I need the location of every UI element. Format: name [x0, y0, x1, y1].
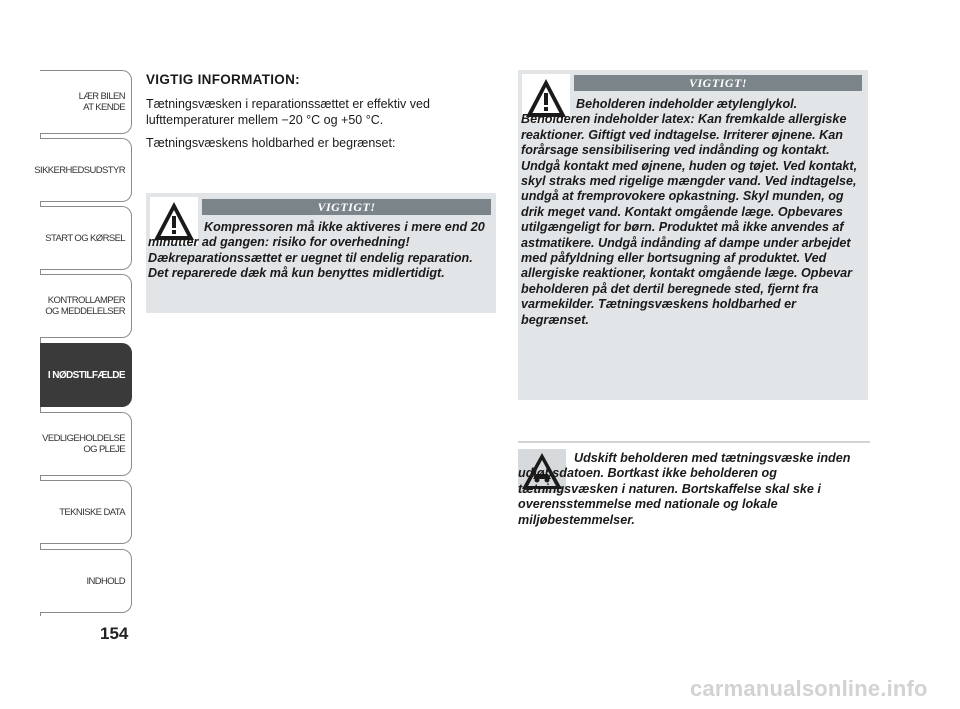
watermark: carmanualsonline.info [690, 676, 928, 701]
tab-kontrollamper[interactable] [40, 274, 132, 338]
tab-tekniske-data[interactable] [40, 480, 132, 544]
tab-label: I NØDSTILFÆLDE [47, 369, 125, 381]
temperature-paragraph: Tætningsvæsken i reparationssættet er effektiv ved lufttemperaturer mellem −20 °C og +50 °C. [146, 97, 430, 127]
warning-text: Kompressoren må ikke aktiveres i mere end 20 minutter ad gangen: risiko for overhedning! Dækreparationssættet er uegnet til endelig reparation. Det reparerede dæk må kun benyttes midlertidigt. [148, 220, 485, 281]
shelf-life-paragraph: Tætningsvæskens holdbarhed er begrænset: [146, 136, 396, 150]
tab-label: TEKNISKE DATA [59, 506, 125, 518]
tab-indhold[interactable] [40, 549, 132, 613]
environment-note-text: Udskift beholderen med tætningsvæske inden udløbsdatoen. Bortkast ikke beholderen og tætningsvæsken i naturen. Bortskaffelse skal ske i overensstemmelse med nationale og lokale miljøbestemmelser. [518, 451, 851, 527]
tab-label: START OG KØRSEL [45, 232, 125, 244]
tab-label: INDHOLD [86, 575, 125, 587]
warning-text: Beholderen indeholder ætylenglykol. Beholderen indeholder latex: Kan fremkalde allergiske reaktioner. Giftigt ved indtagelse. Irriterer øjnene. Kan forårsage sensibilisering ved indånding og kontakt. Undgå kontakt med øjnene, huden og tøjet. Ved kontakt, skyl straks med rigelige mængder vand. Ved indtagelse, undgå at fremprovokere opkastning. Skyl munden, og drik meget vand. Kontakt omgående læge. Opbevares utilgængeligt for børn. Produktet må ikke anvendes af astmatikere. Undgå indånding af dampe under arbejdet med påfyldning eller bortsugning af produktet. Ved allergiske reaktioner, kontakt omgående læge. Opbevar beholderen på det dertil beregnede sted, fjernt fra varmekilder. Tætningsvæskens holdbarhed er begrænset. [521, 97, 858, 327]
warning-box-compressor [146, 193, 496, 313]
tab-label: VEDLIGEHOLDELSE OG PLEJE [42, 433, 125, 455]
page-number: 154 [100, 624, 129, 643]
tab-sikkerhedsudstyr[interactable] [34, 138, 132, 202]
tab-i-nodstilfaelde[interactable] [40, 343, 132, 407]
warning-banner: VIGTIGT! [574, 75, 862, 91]
tab-label: SIKKERHEDSUDSTYR [34, 164, 125, 176]
tab-vedligeholdelse[interactable] [40, 412, 132, 476]
warning-box-chemicals [518, 70, 868, 400]
tab-start-og-korsel[interactable] [40, 206, 132, 270]
warning-banner: VIGTIGT! [202, 199, 491, 215]
tab-label: KONTROLLAMPER OG MEDDELELSER [45, 295, 125, 317]
tab-label: LÆR BILEN AT KENDE [78, 91, 125, 113]
divider [518, 441, 870, 443]
tab-laer-bilen-at-kende[interactable] [40, 70, 132, 134]
section-heading: VIGTIG INFORMATION: [146, 72, 300, 87]
